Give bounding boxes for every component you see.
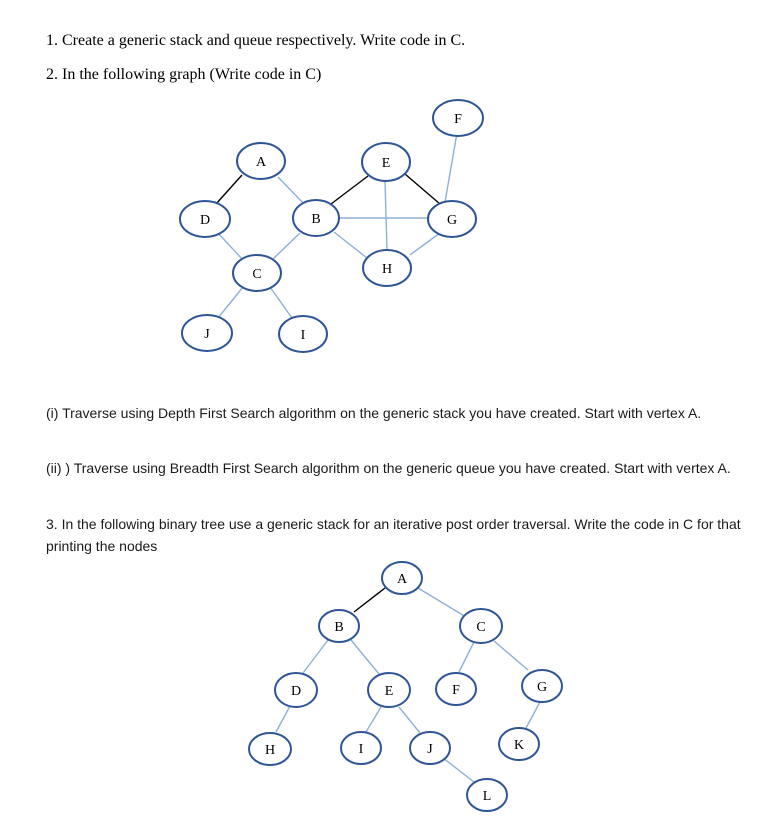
graph-edge-C-B [272,233,300,260]
graph-node-H [363,250,411,286]
graph-node-E [362,143,410,181]
svg-text:B: B [334,620,344,635]
question-3: 3. In the following binary tree use a generic stack for an iterative post order traversal. Write the code in C for that printing the nodes [46,516,741,554]
tree-edge-B-D [303,640,328,673]
graph-node-B [293,200,339,236]
graph-node-D [180,201,230,237]
graph-node-I [279,316,327,352]
svg-text:E: E [381,156,391,171]
graph-edge-A-D [216,175,242,204]
graph-node-A [237,143,285,179]
svg-text:L: L [482,789,492,804]
tree-node-D [275,673,317,707]
tree-edge-G-K [526,702,540,728]
svg-text:I: I [358,742,364,757]
question-2: 2. In the following graph (Write code in C) [46,66,322,83]
svg-text:J: J [427,742,433,757]
graph-node-F [433,100,483,136]
graph-edge-E-G [405,174,440,204]
graph-edge-D-C [218,233,243,260]
tree-node-H [249,733,291,765]
question-2-part-i: (i) Traverse using Depth First Search algorithm on the generic stack you have created. Start with vertex A. [46,405,702,421]
svg-text:H: H [264,743,276,758]
tree-edge-J-L [443,758,474,782]
tree-node-B [319,610,359,642]
graph-node-G [428,201,476,237]
tree-node-J [410,732,450,764]
tree-edge-A-B [354,588,385,612]
svg-text:H: H [381,262,393,277]
graph-edge-B-E [331,176,368,204]
graph-edge-B-H [334,232,367,258]
tree-node-K [499,728,539,760]
tree-node-C [460,609,502,643]
graph-edge-G-F [445,133,457,202]
tree-edge-C-F [459,642,474,672]
svg-text:C: C [476,620,486,635]
tree-edge-C-G [494,641,528,670]
svg-text:K: K [513,738,525,753]
tree-edge-D-H [276,706,290,732]
svg-text:E: E [384,684,394,699]
svg-text:J: J [204,327,210,342]
graph-node-J [182,315,232,351]
svg-text:D: D [199,213,211,228]
svg-text:G: G [446,213,458,228]
svg-text:A: A [255,155,267,170]
svg-text:G: G [536,680,548,695]
tree-node-E [368,673,410,707]
tree-node-F [436,673,476,705]
tree-edge-E-I [366,707,381,732]
graph-edge-C-I [270,287,292,318]
tree-node-A [382,562,422,594]
svg-text:A: A [396,572,408,587]
tree-node-I [341,732,381,764]
graph-edge-A-B [278,177,305,205]
svg-text:D: D [290,684,302,699]
tree-node-G [522,670,562,702]
graph-edge-G-H [410,233,440,255]
tree-edge-E-J [399,707,420,733]
tree-node-L [467,779,507,811]
tree-edge-B-E [351,640,379,674]
svg-text:I: I [300,328,306,343]
svg-text:F: F [454,112,462,127]
tree-edge-A-C [418,588,466,617]
svg-text:F: F [452,683,460,698]
graph-edge-C-J [218,287,243,318]
svg-text:C: C [252,267,262,282]
question-2-part-ii: (ii) ) Traverse using Breadth First Search algorithm on the generic queue you have created. Start with vertex A. [46,460,731,476]
question-1: 1. Create a generic stack and queue respectively. Write code in C. [46,32,466,49]
graph-edge-E-H [385,181,387,250]
svg-text:B: B [311,212,321,227]
graph-node-C [233,255,281,291]
